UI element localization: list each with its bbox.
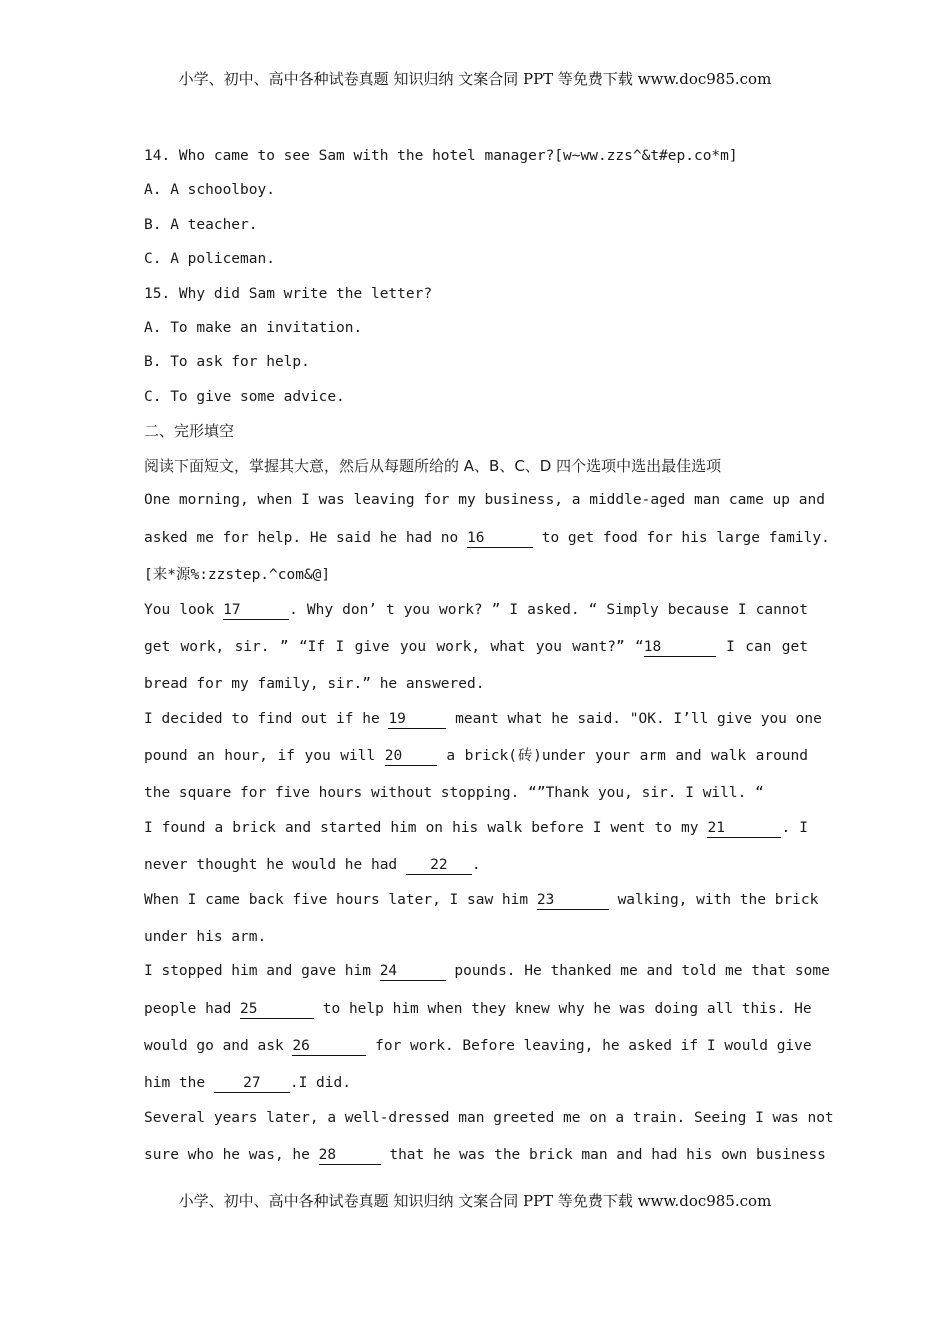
passage-line: bread for my family, sir.” he answered.: [144, 676, 485, 692]
page-footer: 小学、初中、高中各种试卷真题 知识归纳 文案合同 PPT 等免费下载 www.doc985.com: [178, 1192, 772, 1210]
passage-line: sure who he was, he 28 that he was the brick man and had his own business: [144, 1147, 826, 1163]
question-15-option-c: C. To give some advice.: [144, 389, 345, 405]
blank-18: 18: [644, 639, 716, 657]
blank-23: 23: [537, 892, 609, 910]
passage-line: people had 25 to help him when they knew why he was doing all this. He: [144, 1001, 812, 1017]
question-14-option-b: B. A teacher.: [144, 217, 258, 233]
passage-line: under his arm.: [144, 929, 267, 945]
source-watermark: [来*源%:zzstep.^com&@]: [144, 567, 331, 583]
passage-line: pound an hour, if you will 20 a brick(砖)under your arm and walk around: [144, 748, 808, 764]
blank-24: 24: [380, 963, 446, 981]
passage-line: I stopped him and gave him 24 pounds. He thanked me and told me that some: [144, 963, 830, 979]
question-15-option-a: A. To make an invitation.: [144, 320, 363, 336]
blank-16: 16: [467, 530, 533, 548]
passage-line: You look 17 . Why don’ t you work? ” I asked. “ Simply because I cannot: [144, 602, 808, 618]
passage-line: I found a brick and started him on his walk before I went to my 21 . I: [144, 820, 808, 836]
blank-25: 25: [240, 1001, 314, 1019]
section-title: 二、完形填空: [144, 422, 235, 440]
blank-17: 17: [223, 602, 289, 620]
blank-20: 20: [385, 748, 437, 766]
question-14-stem: 14. Who came to see Sam with the hotel manager?[w~ww.zzs^&t#ep.co*m]: [144, 148, 738, 164]
question-14-option-c: C. A policeman.: [144, 251, 275, 267]
question-15-option-b: B. To ask for help.: [144, 354, 310, 370]
passage-line: When I came back five hours later, I saw him 23 walking, with the brick: [144, 892, 819, 908]
passage-line: would go and ask 26 for work. Before leaving, he asked if I would give: [144, 1038, 812, 1054]
passage-line: Several years later, a well-dressed man greeted me on a train. Seeing I was not: [144, 1110, 834, 1126]
page-header: 小学、初中、高中各种试卷真题 知识归纳 文案合同 PPT 等免费下载 www.doc985.com: [178, 70, 772, 88]
passage-line: I decided to find out if he 19 meant what he said. "OK. I’ll give you one: [144, 711, 822, 727]
passage-line: the square for five hours without stopping. “”Thank you, sir. I will. “: [144, 785, 764, 801]
passage-line: him the 27 .I did.: [144, 1075, 351, 1091]
question-15-stem: 15. Why did Sam write the letter?: [144, 286, 433, 302]
question-14-option-a: A. A schoolboy.: [144, 182, 275, 198]
blank-22: 22: [406, 857, 472, 875]
blank-19: 19: [388, 711, 446, 729]
passage-line: get work, sir. ” “If I give you work, what you want?” “18 I can get: [144, 639, 808, 655]
passage-line: never thought he would he had 22 .: [144, 857, 481, 873]
section-instruction: 阅读下面短文，掌握其大意，然后从每题所给的 A、B、C、D 四个选项中选出最佳选项: [144, 457, 722, 475]
blank-21: 21: [707, 820, 781, 838]
passage-line: asked me for help. He said he had no 16 to get food for his large family.: [144, 530, 830, 546]
passage-line: One morning, when I was leaving for my business, a middle-aged man came up and: [144, 492, 825, 508]
blank-28: 28: [319, 1147, 381, 1165]
blank-27: 27: [214, 1075, 290, 1093]
blank-26: 26: [292, 1038, 366, 1056]
